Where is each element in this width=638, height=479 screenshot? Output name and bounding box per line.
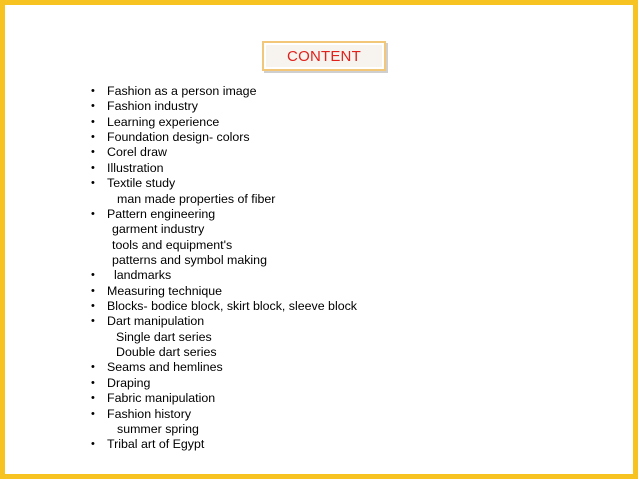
list-item-text: Blocks- bodice block, skirt block, sleeve block: [107, 299, 357, 314]
list-item-text: man made properties of fiber: [117, 191, 276, 206]
list-item-text: tools and equipment's: [112, 237, 233, 252]
content-list: [87, 84, 607, 453]
list-item: [87, 284, 607, 299]
list-item: [87, 84, 607, 99]
bullet: •: [91, 207, 95, 220]
list-item: [87, 145, 607, 160]
list-item: [87, 130, 607, 145]
bullet: •: [91, 361, 95, 374]
bullet: •: [91, 115, 95, 128]
bullet: •: [91, 269, 95, 282]
sub-list-item: [87, 238, 607, 253]
sub-list-item: [87, 253, 607, 268]
list-item-text: Single dart series: [116, 329, 212, 344]
content-title-box: [262, 41, 386, 71]
list-item-text: Corel draw: [107, 145, 167, 160]
bullet: •: [91, 177, 95, 190]
list-item-text: Seams and hemlines: [107, 360, 223, 375]
bullet: •: [91, 438, 95, 451]
list-item: [87, 376, 607, 391]
sub-list-item: [87, 330, 607, 345]
slide-title: CONTENT: [287, 47, 361, 65]
list-item-text: Double dart series: [116, 345, 217, 360]
bullet: •: [91, 100, 95, 113]
list-item: [87, 268, 607, 283]
list-item-text: Fashion as a person image: [107, 84, 257, 98]
list-item-text: patterns and symbol making: [112, 252, 267, 267]
list-item-text: Fashion industry: [107, 99, 198, 114]
list-item-text: landmarks: [114, 268, 172, 283]
list-item-text: Fabric manipulation: [107, 391, 216, 406]
list-item-text: Foundation design- colors: [107, 130, 250, 145]
list-item: [87, 115, 607, 130]
bullet: •: [91, 407, 95, 420]
bullet: •: [91, 392, 95, 405]
list-item-text: Measuring technique: [107, 283, 223, 298]
list-item: [87, 437, 607, 452]
list-item-text: Tribal art of Egypt: [107, 437, 205, 452]
bullet: •: [91, 131, 95, 144]
bullet: •: [91, 284, 95, 297]
list-item-text: garment industry: [112, 222, 205, 237]
bullet: •: [91, 315, 95, 328]
list-item: [87, 207, 607, 222]
list-item-text: Draping: [107, 375, 151, 390]
sub-list-item: [87, 192, 607, 207]
list-item-text: Illustration: [107, 160, 164, 175]
sub-list-item: [87, 422, 607, 437]
list-item: [87, 391, 607, 406]
bullet: •: [91, 146, 95, 159]
list-item: [87, 299, 607, 314]
bullet: •: [91, 300, 95, 313]
list-item: [87, 360, 607, 375]
list-item-text: summer spring: [117, 421, 199, 436]
bullet: •: [91, 85, 95, 97]
list-item: [87, 407, 607, 422]
sub-list-item: [87, 222, 607, 237]
list-item: [87, 99, 607, 114]
bullet: •: [91, 161, 95, 174]
sub-list-item: [87, 345, 607, 360]
list-item-text: Fashion history: [107, 406, 192, 421]
list-item-text: Textile study: [107, 176, 176, 191]
list-item-text: Pattern engineering: [107, 206, 216, 221]
list-item: [87, 314, 607, 329]
list-item-text: Learning experience: [107, 114, 220, 129]
bullet: •: [91, 376, 95, 389]
list-item: [87, 176, 607, 191]
list-item: [87, 161, 607, 176]
list-item-text: Dart manipulation: [107, 314, 205, 329]
